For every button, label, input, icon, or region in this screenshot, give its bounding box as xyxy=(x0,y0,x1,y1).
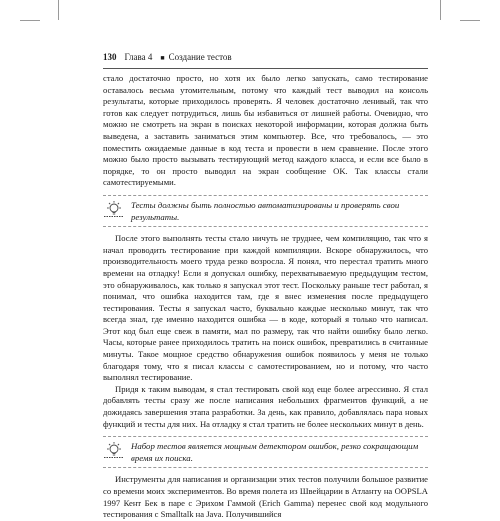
paragraph-middle-2: Придя к таким выводам, я стал тестировать свой код еще более агрессивно. Я стал добавлять тесты сразу же после написания небольших фрагментов функций, а не дожидаясь завершения этапа разработки. За день, как правило, добавлялась пара новых функций и тесты для них. На отладку я стал тратить не более нескольких минут в день. xyxy=(103,383,428,429)
lightbulb-icon xyxy=(103,441,125,459)
tip-box-1 xyxy=(103,195,428,227)
header-separator: ■ xyxy=(160,54,165,62)
tip-1-text: Тесты должны быть полностью автоматизированы и проверять свои результаты. xyxy=(131,199,400,222)
page-number: 130 xyxy=(103,52,117,62)
tip-2-text: Набор тестов является мощным детектором ошибок, резко сокращающим время их поиска. xyxy=(131,441,419,463)
crop-mark-left-h xyxy=(20,20,40,21)
crop-mark-right-h xyxy=(460,20,480,21)
book-page xyxy=(103,52,428,521)
paragraph-top: стало достаточно просто, но хотя их было легко запускать, само тестирование оставалось весьма утомительным, потому что каждый тест выводил на консоль результаты, которые приходилось проверять. Я человек достаточно ленивый, так что готов как следует потрудиться, лишь бы избавиться от лишней работы. Очевидно, что можно не смотреть на экран в поисках некоторой информации, которая должна быть выведена, а заставить заниматься этим компьютер. Все, что требовалось, — это поместить ожидаемые данные в код теста и провести в нем сравнение. После этого можно было просто вызывать тестирующий метод каждого класса, и если все было в порядке, то он просто выводил на экран сообщение OK. Так классы стали самотестируемыми. xyxy=(103,73,428,188)
paragraph-middle-1: После этого выполнять тесты стало ничуть не труднее, чем компиляцию, так что я начал проводить тестирование при каждой компиляции. Вскоре обнаружилось, что производительность моего труда резко возросла. Я понял, что перестал тратить много времени на отладку! Если я допускал ошибку, перехватываемую предыдущим тестом, это обнаруживалось, как только я запускал этот тест. Поскольку раньше тест работал, я понимал, что ошибка находится там, где я внес изменения после предыдущего тестирования. Тесты я запускал часто, буквально каждые несколько минут, так что всегда знал, где именно находится ошибка — в коде, который я только что написал. Этот код был еще свеж в памяти, мал по размеру, так что найти ошибку было легко. Часы, которые ранее приходилось тратить на поиск ошибок, превратились в считанные минуты. Такое мощное средство обнаружения ошибок появилось у меня не только благодаря тому, что я писал классы с самотестированием, но и потому, что часто выполнял тестирование. xyxy=(103,233,428,383)
running-header xyxy=(103,52,428,66)
crop-mark-right xyxy=(440,0,441,20)
paragraph-bottom: Инструменты для написания и организации этих тестов получили большое развитие со времени моих экспериментов. Во время полета из Швейцарии в Атланту на OOPSLA 1997 Кент Бек в паре с Эрихом Гаммой (Erich Gamma) перенес свой код модульного тестирования с Smalltalk на Java. Получившийся xyxy=(103,474,428,520)
lightbulb-icon xyxy=(103,200,125,218)
tip-box-2 xyxy=(103,436,428,468)
section-title: Создание тестов xyxy=(168,52,232,62)
chapter-label: Глава 4 xyxy=(124,52,153,62)
crop-mark-left xyxy=(58,0,59,20)
header-rule xyxy=(103,68,428,69)
